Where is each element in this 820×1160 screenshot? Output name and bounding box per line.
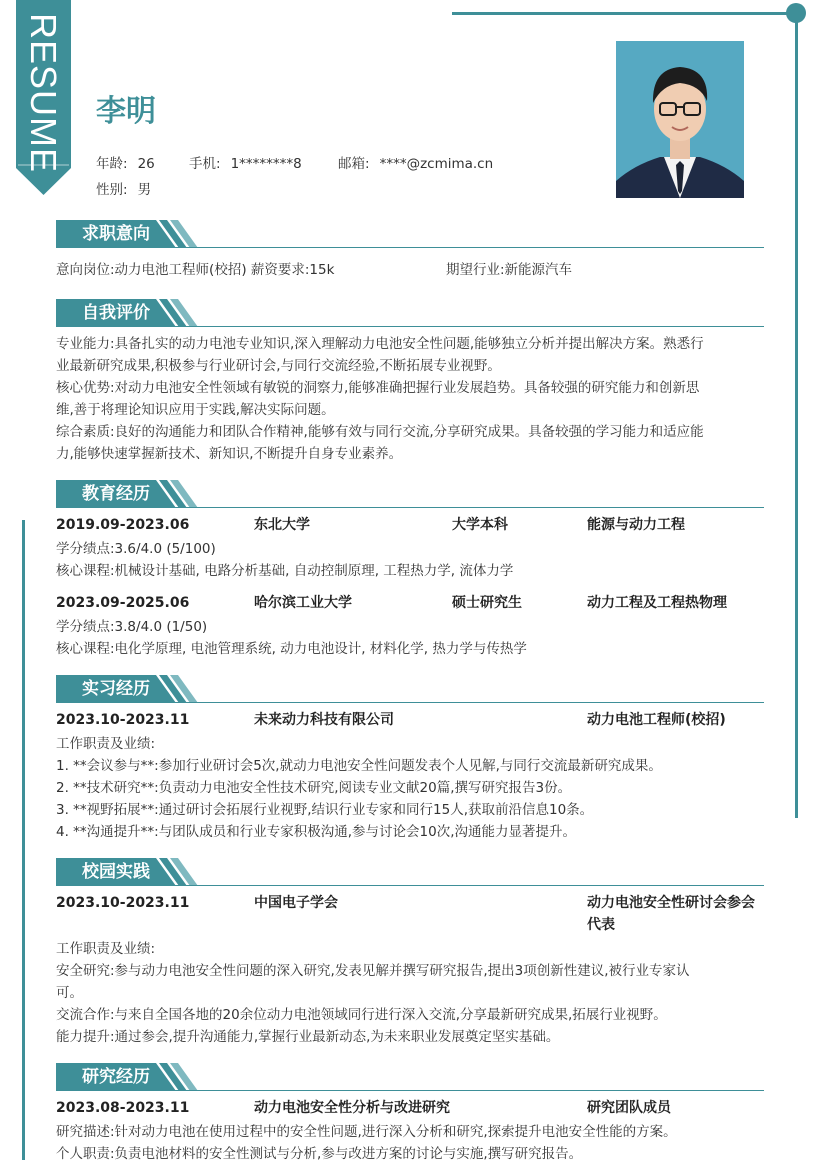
section-divider xyxy=(56,507,764,508)
internship-duty-item: 3. **视野拓展**:通过研讨会拓展行业视野,结识行业专家和同行15人,获取前沿信息10条。 xyxy=(56,802,594,818)
self-eval-line: 维,善于将理论知识应用于实践,解决实际问题。 xyxy=(56,402,335,418)
education-period: 2023.09-2025.06 xyxy=(56,595,190,611)
section-divider xyxy=(56,1090,764,1091)
internship-period: 2023.10-2023.11 xyxy=(56,712,190,728)
resume-ribbon-text: RESUME xyxy=(23,12,65,174)
campus-period: 2023.10-2023.11 xyxy=(56,895,190,911)
education-degree: 硕士研究生 xyxy=(452,595,522,611)
section-title: 实习经历 xyxy=(82,679,150,699)
education-school: 哈尔滨工业大学 xyxy=(254,595,352,611)
section-header-research xyxy=(56,1063,764,1093)
research-project: 动力电池安全性分析与改进研究 xyxy=(254,1100,450,1116)
internship-company: 未来动力科技有限公司 xyxy=(254,712,394,728)
education-major: 能源与动力工程 xyxy=(587,517,685,533)
section-title: 求职意向 xyxy=(82,224,150,244)
age-value: 26 xyxy=(137,156,155,172)
section-divider xyxy=(56,885,764,886)
education-courses: 核心课程:机械设计基础, 电路分析基础, 自动控制原理, 工程热力学, 流体力学 xyxy=(56,563,514,579)
email-value: ****@zcmima.cn xyxy=(379,156,494,172)
age-label: 年龄: xyxy=(96,156,128,172)
campus-duty-line: 可。 xyxy=(56,985,83,1001)
education-period: 2019.09-2023.06 xyxy=(56,517,190,533)
gender-label: 性别: xyxy=(96,182,128,198)
gender-value: 男 xyxy=(137,182,152,198)
research-description: 研究描述:针对动力电池在使用过程中的安全性问题,进行深入分析和研究,探索提升电池安全性能的方案。 xyxy=(56,1124,677,1140)
internship-duty-item: 4. **沟通提升**:与团队成员和行业专家积极沟通,参与讨论会10次,沟通能力显著提升。 xyxy=(56,824,576,840)
research-role: 研究团队成员 xyxy=(587,1100,671,1116)
candidate-name: 李明 xyxy=(96,94,156,129)
section-divider xyxy=(56,247,764,248)
education-gpa: 学分绩点:3.8/4.0 (1/50) xyxy=(56,619,208,635)
section-divider xyxy=(56,326,764,327)
section-header-internship xyxy=(56,675,764,705)
right-decor-line xyxy=(795,14,798,818)
section-header-self-eval xyxy=(56,299,764,329)
section-title: 校园实践 xyxy=(82,862,150,882)
email-field xyxy=(338,152,493,172)
gender-field xyxy=(96,178,151,198)
campus-role: 动力电池安全性研讨会参会 xyxy=(587,895,755,911)
phone-label: 手机: xyxy=(189,156,221,172)
email-label: 邮箱: xyxy=(338,156,370,172)
section-header-job-intent xyxy=(56,220,764,250)
section-title: 教育经历 xyxy=(82,484,150,504)
education-gpa: 学分绩点:3.6/4.0 (5/100) xyxy=(56,541,216,557)
education-courses: 核心课程:电化学原理, 电池管理系统, 动力电池设计, 材料化学, 热力学与传热学 xyxy=(56,641,527,657)
self-eval-line: 业最新研究成果,积极参与行业研讨会,与同行交流经验,不断拓展专业视野。 xyxy=(56,358,501,374)
campus-duty-line: 能力提升:通过参会,提升沟通能力,掌握行业最新动态,为未来职业发展奠定坚实基础。 xyxy=(56,1029,560,1045)
left-decor-line xyxy=(22,520,25,1160)
internship-duties-label: 工作职责及业绩: xyxy=(56,736,156,752)
phone-value: 1********8 xyxy=(230,156,302,172)
section-header-campus xyxy=(56,858,764,888)
section-header-education xyxy=(56,480,764,510)
job-intent-industry: 期望行业:新能源汽车 xyxy=(446,262,573,278)
campus-duty-line: 交流合作:与来自全国各地的20余位动力电池领域同行进行深入交流,分享最新研究成果,拓展行业视野。 xyxy=(56,1007,667,1023)
internship-duty-item: 1. **会议参与**:参加行业研讨会5次,就动力电池安全性问题发表个人见解,与同行交流最新研究成果。 xyxy=(56,758,662,774)
section-title: 研究经历 xyxy=(82,1067,150,1087)
self-eval-line: 专业能力:具备扎实的动力电池专业知识,深入理解动力电池安全性问题,能够独立分析并提出解决方案。熟悉行 xyxy=(56,336,704,352)
top-decor-line xyxy=(452,12,798,15)
campus-duty-line: 安全研究:参与动力电池安全性问题的深入研究,发表见解并撰写研究报告,提出3项创新性建议,被行业专家认 xyxy=(56,963,690,979)
campus-org: 中国电子学会 xyxy=(254,895,338,911)
self-eval-line: 核心优势:对动力电池安全性领域有敏锐的洞察力,能够准确把握行业发展趋势。具备较强的研究能力和创新思 xyxy=(56,380,700,396)
internship-role: 动力电池工程师(校招) xyxy=(587,712,726,728)
profile-photo xyxy=(616,41,744,198)
self-eval-line: 综合素质:良好的沟通能力和团队合作精神,能够有效与同行交流,分享研究成果。具备较强的学习能力和适应能 xyxy=(56,424,704,440)
campus-role-line2: 代表 xyxy=(587,917,615,933)
education-school: 东北大学 xyxy=(254,517,310,533)
research-period: 2023.08-2023.11 xyxy=(56,1100,190,1116)
age-field xyxy=(96,152,155,172)
self-eval-line: 力,能够快速掌握新技术、新知识,不断提升自身专业素养。 xyxy=(56,446,403,462)
internship-duty-item: 2. **技术研究**:负责动力电池安全性技术研究,阅读专业文献20篇,撰写研究报告3份。 xyxy=(56,780,572,796)
job-intent-position: 意向岗位:动力电池工程师(校招) 薪资要求:15k xyxy=(56,262,335,278)
education-degree: 大学本科 xyxy=(452,517,508,533)
research-duties: 个人职责:负责电池材料的安全性测试与分析,参与改进方案的讨论与实施,撰写研究报告。 xyxy=(56,1146,583,1160)
education-major: 动力工程及工程热物理 xyxy=(587,595,727,611)
section-title: 自我评价 xyxy=(82,303,150,323)
campus-duties-label: 工作职责及业绩: xyxy=(56,941,156,957)
section-divider xyxy=(56,702,764,703)
phone-field xyxy=(189,152,302,172)
